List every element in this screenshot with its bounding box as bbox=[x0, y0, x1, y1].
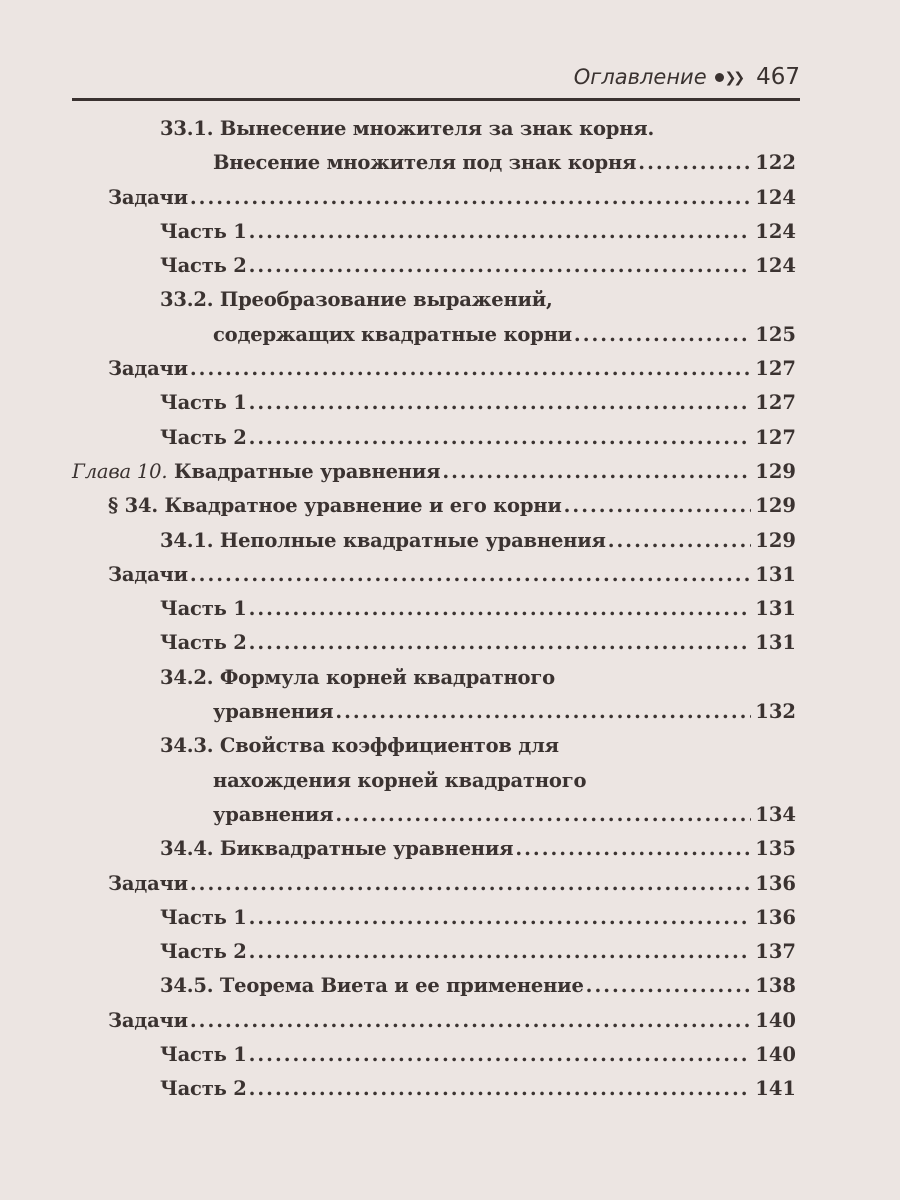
toc-label bbox=[213, 695, 333, 729]
toc-title-text: Часть 2 bbox=[160, 1077, 247, 1101]
toc-page-number: 124 bbox=[755, 254, 796, 278]
toc-entry-part bbox=[72, 935, 796, 969]
toc-label bbox=[108, 867, 188, 901]
toc-line bbox=[160, 112, 796, 146]
toc-label bbox=[160, 283, 553, 317]
toc-entry-section bbox=[72, 283, 796, 317]
toc-entry-tasks bbox=[72, 1004, 796, 1038]
dot-leader bbox=[608, 524, 752, 558]
dot-leader bbox=[335, 798, 751, 832]
toc-title-text: Часть 2 bbox=[160, 254, 247, 278]
dot-leader bbox=[249, 626, 752, 660]
dot-leader bbox=[249, 935, 752, 969]
dot-leader bbox=[249, 1072, 752, 1106]
toc-entry-paragraph bbox=[72, 489, 796, 523]
toc-entry-section bbox=[72, 729, 796, 763]
toc-label bbox=[72, 455, 440, 489]
toc-page-number: 140 bbox=[755, 1043, 796, 1067]
toc-page-number: 134 bbox=[755, 802, 796, 826]
toc-entry-section bbox=[72, 318, 796, 352]
toc-title-text: Внесение множителя под знак корня bbox=[213, 151, 637, 175]
toc-entry-tasks bbox=[72, 558, 796, 592]
toc-page-number: 136 bbox=[755, 905, 796, 929]
toc-line bbox=[108, 867, 796, 901]
toc-title-text: § 34. Квадратное уравнение и его корни bbox=[108, 494, 562, 518]
toc-label bbox=[160, 935, 247, 969]
toc-title-text: Часть 1 bbox=[160, 391, 247, 415]
toc-label bbox=[108, 489, 562, 523]
toc-label bbox=[213, 798, 333, 832]
dot-leader bbox=[564, 489, 752, 523]
toc-line bbox=[160, 935, 796, 969]
toc-page-number: 129 bbox=[755, 528, 796, 552]
toc-title-text: Квадратные уравнения bbox=[173, 459, 441, 483]
toc-page-number: 131 bbox=[755, 631, 796, 655]
toc-entry-tasks bbox=[72, 181, 796, 215]
toc-title-text: Часть 1 bbox=[160, 905, 247, 929]
ornament-icon bbox=[715, 71, 742, 85]
toc-page-number: 135 bbox=[755, 837, 796, 861]
toc-title-text: Задачи bbox=[108, 1008, 188, 1032]
toc-title-text: 34.1. Неполные квадратные уравнения bbox=[160, 528, 606, 552]
toc-title-text: Задачи bbox=[108, 871, 188, 895]
toc-title-text: Часть 1 bbox=[160, 219, 247, 243]
toc-line bbox=[160, 592, 796, 626]
dot-leader bbox=[249, 386, 752, 420]
toc-label bbox=[160, 249, 247, 283]
dot-leader bbox=[442, 455, 751, 489]
toc-title-text: Задачи bbox=[108, 562, 188, 586]
toc-entry-section bbox=[72, 969, 796, 1003]
toc-entry-part bbox=[72, 421, 796, 455]
dot-leader bbox=[249, 901, 752, 935]
dot-leader bbox=[190, 181, 751, 215]
toc-label bbox=[108, 1004, 188, 1038]
toc-entry-part bbox=[72, 249, 796, 283]
toc-label bbox=[108, 558, 188, 592]
dot-leader bbox=[515, 832, 751, 866]
toc-line bbox=[108, 352, 796, 386]
dot-leader bbox=[190, 867, 751, 901]
toc-entry-section bbox=[72, 112, 796, 146]
toc-label bbox=[213, 318, 572, 352]
table-of-contents bbox=[72, 112, 796, 1107]
toc-page-number: 127 bbox=[755, 357, 796, 381]
toc-title-text: Задачи bbox=[108, 185, 188, 209]
dot-leader bbox=[574, 318, 751, 352]
toc-label bbox=[160, 832, 513, 866]
toc-title-text: 33.1. Вынесение множителя за знак корня. bbox=[160, 117, 655, 140]
toc-page-number: 129 bbox=[755, 494, 796, 518]
toc-page-number: 127 bbox=[755, 425, 796, 449]
toc-entry-part bbox=[72, 592, 796, 626]
toc-label bbox=[213, 146, 636, 180]
toc-page-number: 138 bbox=[755, 974, 796, 998]
toc-label bbox=[160, 969, 584, 1003]
toc-page-number: 136 bbox=[755, 871, 796, 895]
toc-title-text: Часть 2 bbox=[160, 940, 247, 964]
page-number: 467 bbox=[756, 64, 800, 90]
toc-title-text: уравнения bbox=[213, 802, 334, 826]
toc-line bbox=[160, 524, 796, 558]
running-head-title: Оглавление bbox=[573, 65, 707, 89]
chapter-prefix: Глава 10. bbox=[72, 459, 168, 483]
toc-entry-part bbox=[72, 626, 796, 660]
toc-entry-part bbox=[72, 1038, 796, 1072]
toc-entry-tasks bbox=[72, 352, 796, 386]
dot-leader bbox=[586, 969, 752, 1003]
toc-line bbox=[160, 729, 796, 763]
toc-label bbox=[160, 112, 654, 146]
toc-line bbox=[160, 421, 796, 455]
toc-entry-part bbox=[72, 386, 796, 420]
toc-line bbox=[108, 558, 796, 592]
dot-leader bbox=[335, 695, 751, 729]
toc-line bbox=[213, 695, 796, 729]
toc-title-text: содержащих квадратные корни bbox=[213, 322, 572, 346]
toc-label bbox=[160, 1038, 247, 1072]
toc-entry-part bbox=[72, 901, 796, 935]
double-chevron-icon: ❯❯ bbox=[724, 69, 743, 86]
toc-line bbox=[108, 1004, 796, 1038]
toc-line bbox=[108, 489, 796, 523]
toc-entry-section bbox=[72, 661, 796, 695]
toc-label bbox=[160, 592, 247, 626]
toc-title-text: Часть 2 bbox=[160, 631, 247, 655]
toc-entry-section bbox=[72, 695, 796, 729]
toc-line bbox=[160, 626, 796, 660]
dot-icon bbox=[715, 73, 724, 82]
toc-line bbox=[160, 1072, 796, 1106]
toc-page-number: 131 bbox=[755, 597, 796, 621]
toc-title-text: нахождения корней квадратного bbox=[213, 768, 587, 792]
toc-line bbox=[160, 283, 796, 317]
page-header bbox=[72, 64, 800, 101]
toc-line bbox=[213, 318, 796, 352]
dot-leader bbox=[249, 1038, 752, 1072]
toc-entry-part bbox=[72, 215, 796, 249]
toc-title-text: Часть 2 bbox=[160, 425, 247, 449]
toc-line bbox=[160, 215, 796, 249]
toc-page-number: 127 bbox=[755, 391, 796, 415]
toc-line bbox=[160, 661, 796, 695]
toc-title-text: Задачи bbox=[108, 357, 188, 381]
toc-page-number: 124 bbox=[755, 219, 796, 243]
toc-line bbox=[72, 455, 796, 489]
toc-page-number: 131 bbox=[755, 562, 796, 586]
dot-leader bbox=[249, 592, 752, 626]
toc-title-text: уравнения bbox=[213, 700, 334, 724]
toc-page-number: 140 bbox=[755, 1008, 796, 1032]
toc-entry-tasks bbox=[72, 867, 796, 901]
toc-line bbox=[160, 386, 796, 420]
toc-entry-part bbox=[72, 1072, 796, 1106]
toc-label bbox=[160, 901, 247, 935]
toc-title-text: 34.5. Теорема Виета и ее применение bbox=[160, 974, 584, 998]
toc-label bbox=[160, 215, 247, 249]
toc-label bbox=[160, 729, 559, 763]
toc-line bbox=[213, 764, 796, 798]
toc-entry-section bbox=[72, 764, 796, 798]
toc-entry-section bbox=[72, 524, 796, 558]
toc-label bbox=[160, 626, 247, 660]
toc-entry-section bbox=[72, 146, 796, 180]
dot-leader bbox=[249, 421, 752, 455]
dot-leader bbox=[249, 215, 752, 249]
toc-label bbox=[108, 181, 188, 215]
toc-label bbox=[108, 352, 188, 386]
running-head bbox=[574, 64, 800, 90]
toc-label bbox=[160, 1072, 247, 1106]
toc-line bbox=[160, 901, 796, 935]
toc-entry-section bbox=[72, 832, 796, 866]
toc-title-text: Часть 1 bbox=[160, 1043, 247, 1067]
toc-line bbox=[160, 969, 796, 1003]
toc-label bbox=[160, 524, 606, 558]
toc-label bbox=[213, 764, 586, 798]
toc-page-number: 129 bbox=[755, 459, 796, 483]
toc-entry-section bbox=[72, 798, 796, 832]
toc-page-number: 141 bbox=[755, 1077, 796, 1101]
toc-title-text: Часть 1 bbox=[160, 597, 247, 621]
toc-label bbox=[160, 661, 555, 695]
dot-leader bbox=[190, 558, 751, 592]
toc-title-text: 34.3. Свойства коэффициентов для bbox=[160, 734, 559, 758]
dot-leader bbox=[249, 249, 752, 283]
toc-page-number: 122 bbox=[755, 151, 796, 175]
dot-leader bbox=[190, 352, 751, 386]
toc-line bbox=[160, 1038, 796, 1072]
toc-line bbox=[213, 798, 796, 832]
toc-title-text: 33.2. Преобразование выражений, bbox=[160, 288, 553, 312]
toc-title-text: 34.2. Формула корней квадратного bbox=[160, 665, 555, 689]
toc-line bbox=[213, 146, 796, 180]
toc-entry-chapter bbox=[72, 455, 796, 489]
toc-line bbox=[160, 832, 796, 866]
toc-line bbox=[108, 181, 796, 215]
toc-label bbox=[160, 386, 247, 420]
toc-page-number: 137 bbox=[755, 940, 796, 964]
dot-leader bbox=[190, 1004, 751, 1038]
dot-leader bbox=[638, 146, 751, 180]
toc-page-number: 125 bbox=[755, 322, 796, 346]
toc-page-number: 132 bbox=[755, 700, 796, 724]
toc-label bbox=[160, 421, 247, 455]
toc-line bbox=[160, 249, 796, 283]
toc-title-text: 34.4. Биквадратные уравнения bbox=[160, 837, 514, 861]
toc-page-number: 124 bbox=[755, 185, 796, 209]
